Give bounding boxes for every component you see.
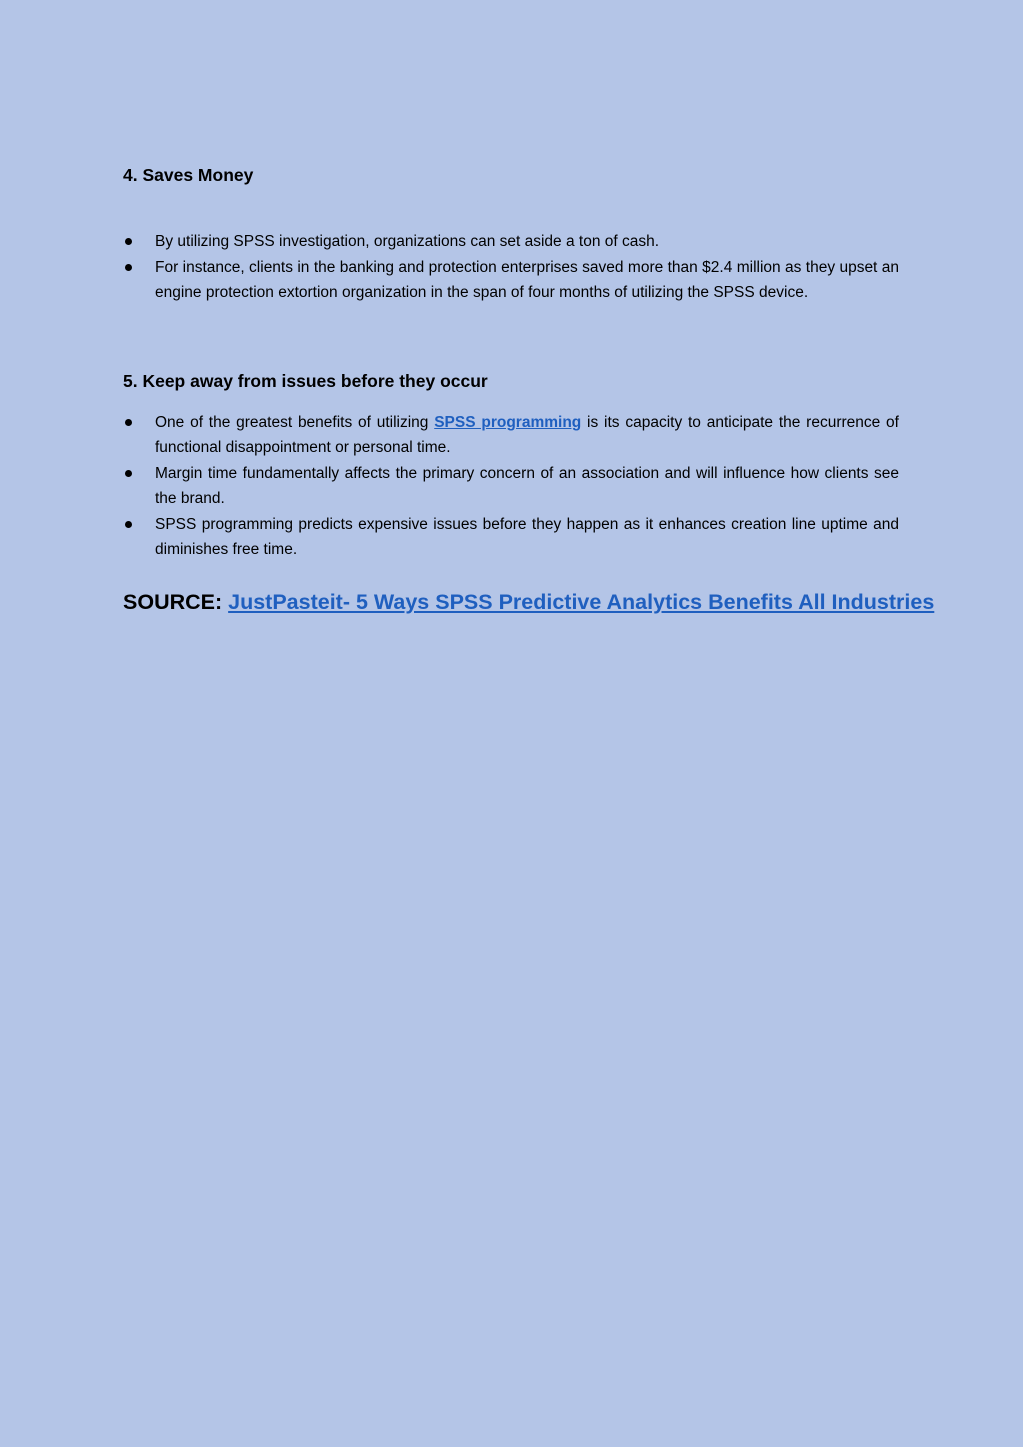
list-item <box>123 229 899 254</box>
list-item-text: By utilizing SPSS investigation, organizations can set aside a ton of cash. <box>155 233 660 250</box>
section-heading-saves-money: 4. Saves Money <box>123 165 254 185</box>
keep-away-list <box>123 410 899 563</box>
bullet-icon <box>125 264 132 271</box>
bullet-icon <box>125 521 132 528</box>
list-item-text: SPSS programming predicts expensive issues before they happen as it enhances creation line uptime and diminishes free time. <box>155 515 899 559</box>
list-item <box>123 512 899 563</box>
list-item-text-after: is its capacity to anticipate the recurrence of functional disappointment or personal time. <box>155 414 899 457</box>
list-item <box>123 461 899 512</box>
source-line <box>123 588 934 616</box>
list-item <box>123 410 899 461</box>
list-item-text: For instance, clients in the banking and protection enterprises saved more than $2.4 million as they upset an engine protection extortion organization in the span of four months of utilizing the SPSS device. <box>155 258 899 301</box>
saves-money-list <box>123 229 899 305</box>
source-link[interactable]: JustPasteit- 5 Ways SPSS Predictive Analytics Benefits All Industries <box>228 590 935 614</box>
bullet-icon <box>125 238 132 245</box>
bullet-icon <box>125 419 132 426</box>
list-item <box>123 255 899 306</box>
source-label: SOURCE: <box>123 590 229 614</box>
section-heading-keep-away: 5. Keep away from issues before they occur <box>123 371 488 391</box>
list-item-text: Margin time fundamentally affects the primary concern of an association and will influence how clients see the brand. <box>155 464 899 508</box>
list-item-text-before: One of the greatest benefits of utilizing <box>155 414 435 431</box>
bullet-icon <box>125 470 132 477</box>
spss-programming-link[interactable]: SPSS programming <box>434 414 582 431</box>
